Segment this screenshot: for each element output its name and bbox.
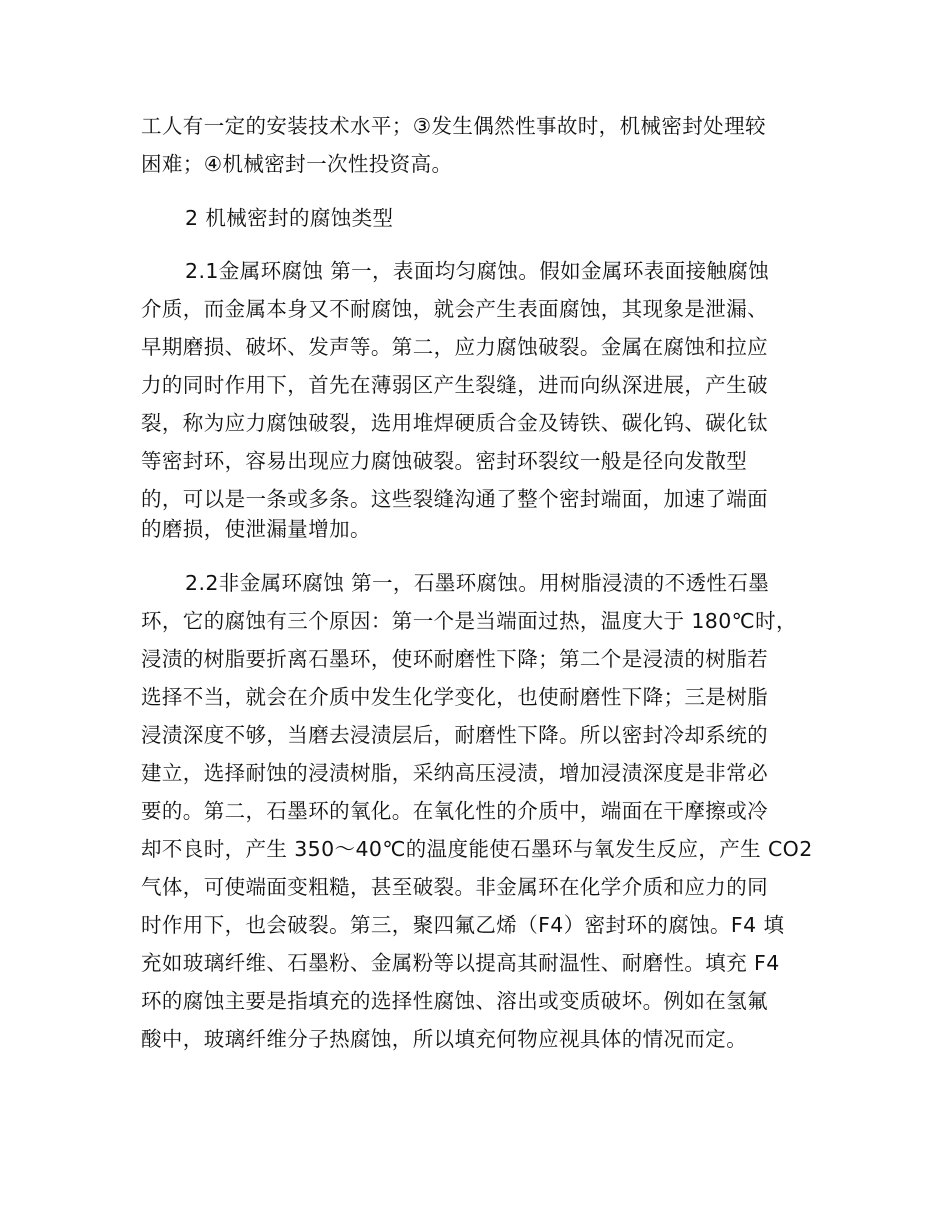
text-line: 力的同时作用下，首先在薄弱区产生裂缝，进而向纵深进展，产生破	[141, 373, 768, 397]
text-line: 要的。第二，石墨环的氧化。在氧化性的介质中，端面在干摩擦或冷	[141, 799, 768, 823]
text-line: 却不良时，产生 350～40℃的温度能使石墨环与氧发生反应，产生 CO2	[141, 837, 813, 861]
text-line: 时作用下，也会破裂。第三，聚四氟乙烯（F4）密封环的腐蚀。F4 填	[141, 913, 785, 937]
text-line: 浸渍的树脂要折离石墨环，使环耐磨性下降；第二个是浸渍的树脂若	[141, 647, 768, 671]
text-line: 浸渍深度不够，当磨去浸渍层后，耐磨性下降。所以密封冷却系统的	[141, 723, 768, 747]
paragraph-first-line: 2.2非金属环腐蚀 第一，石墨环腐蚀。用树脂浸渍的不透性石墨	[185, 571, 770, 595]
text-line: 的，可以是一条或多条。这些裂缝沟通了整个密封端面，加速了端面	[141, 487, 768, 511]
text-line: 建立，选择耐蚀的浸渍树脂，采纳高压浸渍，增加浸渍深度是非常必	[141, 761, 768, 785]
text-line: 充如玻璃纤维、石墨粉、金属粉等以提高其耐温性、耐磨性。填充 F4	[141, 951, 780, 975]
text-line: 环的腐蚀主要是指填充的选择性腐蚀、溶出或变质破坏。例如在氢氟	[141, 989, 768, 1013]
paragraph-first-line: 2.1金属环腐蚀 第一，表面均匀腐蚀。假如金属环表面接触腐蚀	[185, 259, 770, 283]
text-line: 酸中，玻璃纤维分子热腐蚀，所以填充何物应视具体的情况而定。	[141, 1027, 748, 1051]
text-line: 工人有一定的安装技术水平；③发生偶然性事故时，机械密封处理较	[141, 114, 766, 138]
text-line: 选择不当，就会在介质中发生化学变化，也使耐磨性下降；三是树脂	[141, 685, 768, 709]
text-line: 困难；④机械密封一次性投资高。	[141, 152, 453, 176]
text-line: 气体，可使端面变粗糙，甚至破裂。非金属环在化学介质和应力的同	[141, 875, 768, 899]
text-line: 环，它的腐蚀有三个原因：第一个是当端面过热，温度大于 180℃时，	[141, 609, 797, 633]
section-heading: 2 机械密封的腐蚀类型	[185, 206, 394, 230]
text-line: 早期磨损、破坏、发声等。第二，应力腐蚀破裂。金属在腐蚀和拉应	[141, 335, 768, 359]
text-line: 裂，称为应力腐蚀破裂，选用堆焊硬质合金及铸铁、碳化钨、碳化钛	[141, 411, 768, 435]
text-line: 等密封环，容易出现应力腐蚀破裂。密封环裂纹一般是径向发散型	[141, 449, 748, 473]
text-line: 的磨损，使泄漏量增加。	[141, 517, 371, 541]
text-line: 介质，而金属本身又不耐腐蚀，就会产生表面腐蚀，其现象是泄漏、	[141, 297, 768, 321]
